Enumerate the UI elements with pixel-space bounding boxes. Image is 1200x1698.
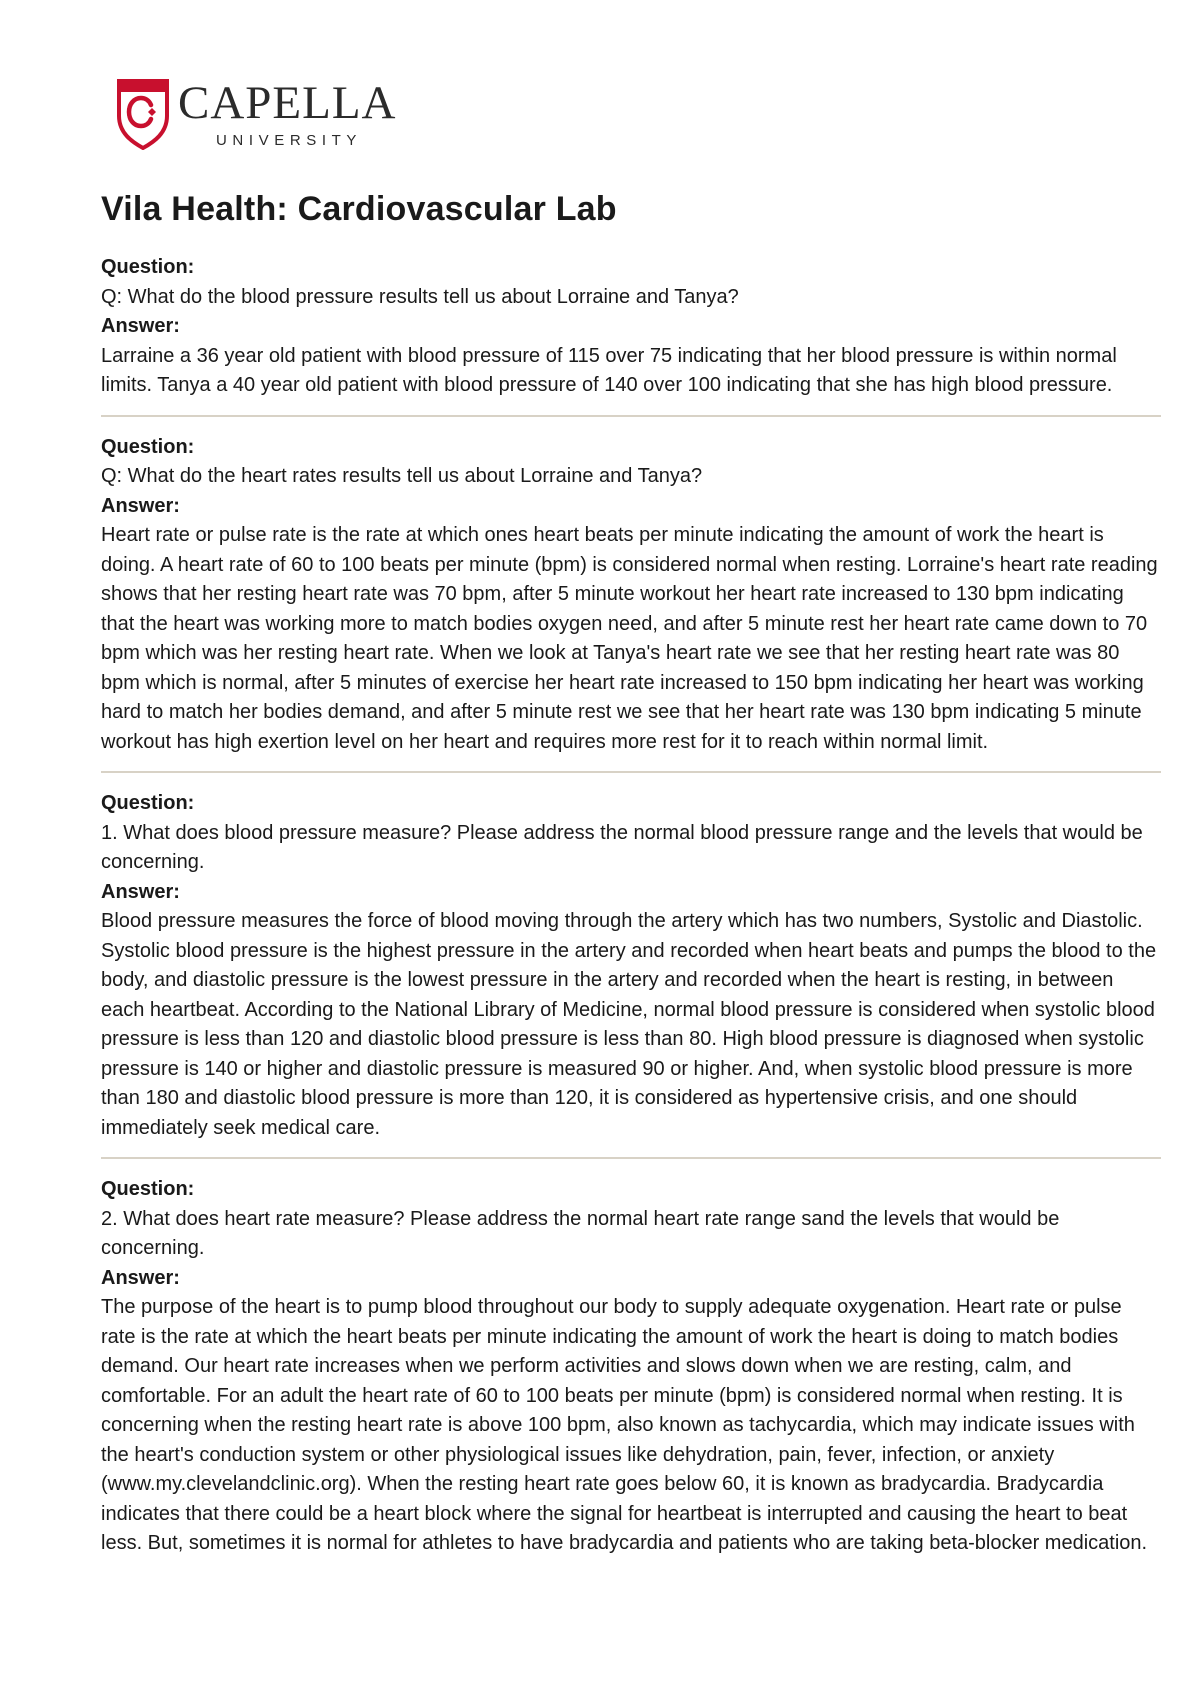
section-divider — [101, 415, 1161, 417]
section-divider — [101, 1157, 1161, 1159]
answer-text: Larraine a 36 year old patient with blood pressure of 115 over 75 indicating that her blood pressure is within normal limits. Tanya a 40 year old patient with blood pressure of 140 over 100 indicating that she has high blood pressure. — [101, 344, 1117, 396]
capella-logo — [116, 78, 397, 150]
capella-shield-icon — [116, 78, 170, 150]
qa-section-1 — [101, 253, 1161, 401]
answer-text: The purpose of the heart is to pump blood throughout our body to supply adequate oxygenation. Heart rate or pulse rate is the rate at which the heart beats per minute indicating the amount of work the heart is doing to match bodies demand. Our heart rate increases when we perform activities and slows down when we are resting, calm, and comfortable. For an adult the heart rate of 60 to 100 beats per minute (bpm) is considered normal when resting. It is concerning when the resting heart rate is above 100 bpm, also known as tachycardia, which may indicate issues with the heart's conduction system or other physiological issues like dehydration, pain, fever, infection, or anxiety (www.my.clevelandclinic.org). When the resting heart rate goes below 60, it is known as bradycardia. Bradycardia indicates that there could be a heart block where the signal for heartbeat is interrupted and causing the heart to beat less. But, sometimes it is normal for athletes to have bradycardia and patients who are taking beta-blocker medication. — [101, 1296, 1148, 1554]
question-text: 1. What does blood pressure measure? Please address the normal blood pressure range and the levels that would be concerning. — [101, 821, 1143, 873]
answer-text: Heart rate or pulse rate is the rate at which ones heart beats per minute indicating the amount of work the heart is doing. A heart rate of 60 to 100 beats per minute (bpm) is considered normal when resting. Lorraine's heart rate reading shows that her resting heart rate was 70 bpm, after 5 minute workout her heart rate increased to 130 bpm indicating that the heart was working more to match bodies oxygen need, and after 5 minute rest her heart rate came down to 70 bpm which was her resting heart rate. When we look at Tanya's heart rate we see that her resting heart rate was 80 bpm which is normal, after 5 minutes of exercise her heart rate increased to 150 bpm indicating her heart was working hard to match her bodies demand, and after 5 minute rest we see that her heart rate was 130 bpm indicating 5 minute workout has high exertion level on her heart and requires more rest for it to reach within normal limit. — [101, 524, 1158, 753]
question-label: Question: — [101, 1178, 195, 1200]
qa-section-3 — [101, 789, 1161, 1143]
answer-label: Answer: — [101, 1266, 180, 1289]
qa-section-4 — [101, 1175, 1161, 1559]
page-title: Vila Health: Cardiovascular Lab — [101, 190, 617, 228]
logo-name: CAPELLA — [178, 77, 397, 129]
answer-label: Answer: — [101, 880, 180, 903]
question-label: Question: — [101, 256, 195, 278]
qa-section-2 — [101, 433, 1161, 758]
question-text: Q: What do the heart rates results tell us about Lorraine and Tanya? — [101, 465, 703, 487]
question-text: Q: What do the blood pressure results tell us about Lorraine and Tanya? — [101, 285, 739, 308]
logo-subtitle: UNIVERSITY — [216, 132, 363, 149]
section-divider — [101, 771, 1161, 773]
qa-content — [101, 253, 1161, 1559]
answer-label: Answer: — [101, 315, 180, 337]
question-text: 2. What does heart rate measure? Please address the normal heart rate range sand the levels that would be concerning. — [101, 1207, 1060, 1259]
question-label: Question: — [101, 792, 195, 814]
answer-label: Answer: — [101, 494, 180, 517]
question-label: Question: — [101, 435, 195, 458]
answer-text: Blood pressure measures the force of blood moving through the artery which has two numbers, Systolic and Diastolic. Systolic blood pressure is the highest pressure in the artery and recorded when heart beats and pumps the blood to the body, and diastolic pressure is the lowest pressure in the artery and recorded when the heart is resting, in between each heartbeat. According to the National Library of Medicine, normal blood pressure is considered when systolic blood pressure is less than 120 and diastolic blood pressure is less than 80. High blood pressure is diagnosed when systolic pressure is 140 or higher and diastolic pressure is measured 90 or higher. And, when systolic blood pressure is more than 180 and diastolic blood pressure is more than 120, it is considered as hypertensive crisis, and one should immediately seek medical care. — [101, 910, 1157, 1139]
